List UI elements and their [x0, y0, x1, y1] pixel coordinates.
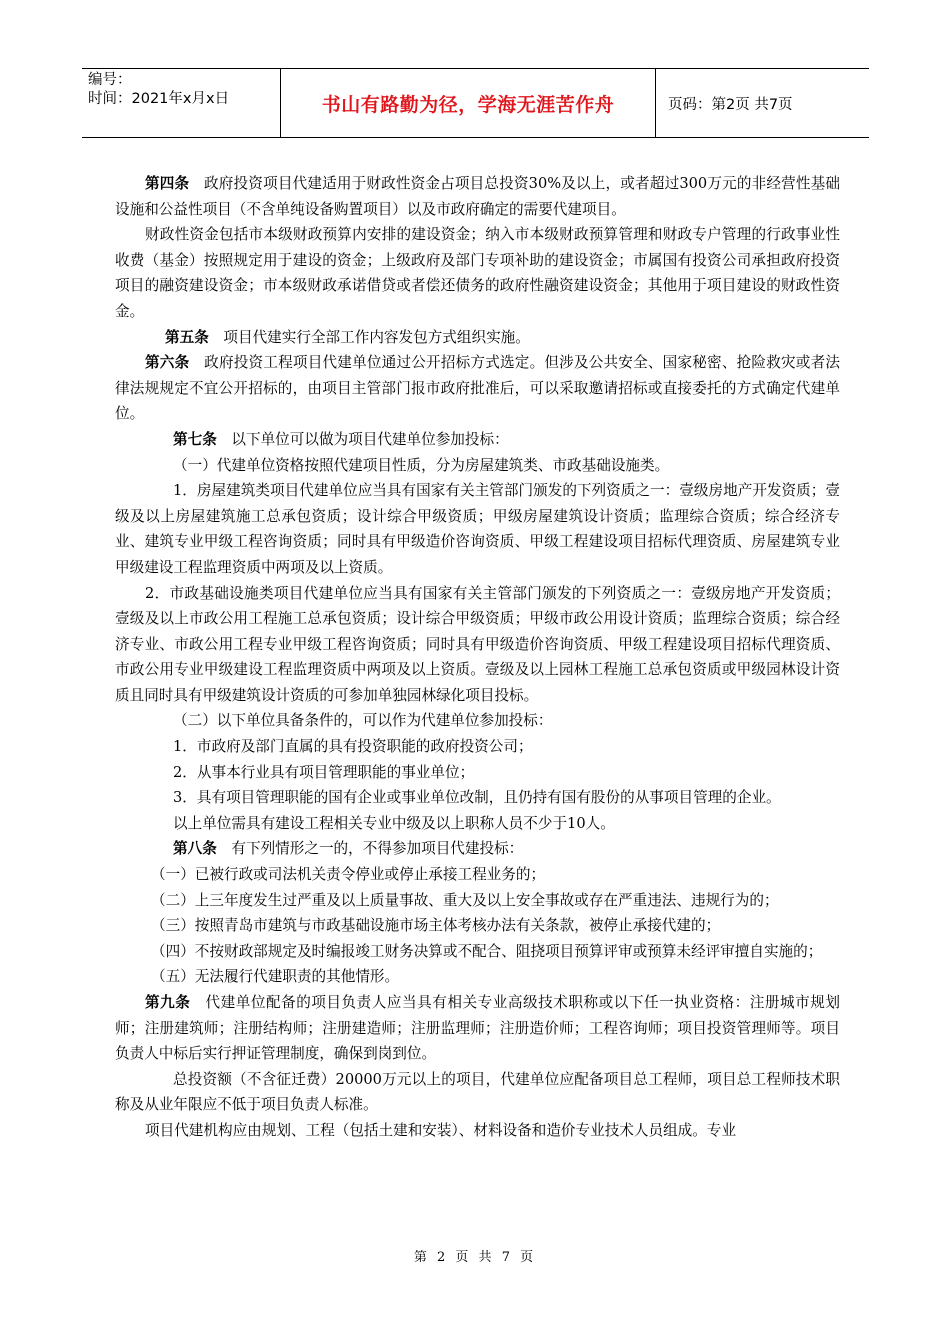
paragraph — [115, 888, 840, 914]
header-page-code: 页码：第2页 共7页 — [668, 96, 793, 113]
article-number: 第四条 — [145, 175, 190, 192]
paragraph-text: 2．从事本行业具有项目管理职能的事业单位； — [173, 763, 475, 781]
paragraph-text: 项目代建实行全部工作内容发包方式组织实施。 — [208, 328, 530, 346]
paragraph-text: 1．房屋建筑类项目代建单位应当具有国家有关主管部门颁发的下列资质之一：壹级房地产开发资质；壹级及以上房屋建筑施工总承包资质；设计综合甲级资质；甲级房屋建筑设计资质；监理综合资质；综合经济专业、建筑专业甲级工程咨询资质；同时具有甲级造价咨询资质、甲级工程建设项目招标代理资质、房屋建筑专业甲级建设工程监理资质中两项及以上资质。 — [115, 482, 840, 576]
article-number: 第八条 — [173, 840, 217, 858]
paragraph-text: 政府投资工程项目代建单位通过公开招标方式选定。但涉及公共安全、国家秘密、抢险救灾或者法律法规规定不宜公开招标的，由项目主管部门报市政府批准后，可以采取邀请招标或直接委托的方式确定代建单位。 — [115, 354, 840, 423]
paragraph — [115, 760, 840, 786]
page-header — [82, 68, 869, 138]
paragraph — [115, 581, 840, 709]
paragraph-text: 有下列情形之一的，不得参加项目代建投标： — [216, 840, 524, 858]
header-motto: 书山有路勤为径，学海无涯苦作舟 — [281, 69, 656, 137]
document-body — [115, 171, 840, 1144]
paragraph-text: 总投资额（不含征迁费）20000万元以上的项目，代建单位应配备项目总工程师，项目总工程师技术职称及从业年限应不低于项目负责人标准。 — [115, 1070, 840, 1114]
paragraph-text: （一）已被行政或司法机关责令停业或停止承接工程业务的； — [151, 866, 546, 884]
paragraph-text: （二）上三年度发生过严重及以上质量事故、重大及以上安全事故或存在严重违法、违规行为的； — [151, 891, 779, 909]
paragraph-text: （三）按照青岛市建筑与市政基础设施市场主体考核办法有关条款，被停止承接代建的； — [151, 917, 721, 935]
paragraph — [115, 453, 840, 479]
paragraph-article-8 — [115, 836, 840, 862]
paragraph — [115, 478, 840, 580]
paragraph-text: （五）无法履行代建职责的其他情形。 — [151, 968, 400, 986]
paragraph — [115, 708, 840, 734]
paragraph-text: 2．市政基础设施类项目代建单位应当具有国家有关主管部门颁发的下列资质之一：壹级房地产开发资质；壹级及以上市政公用工程施工总承包资质；设计综合甲级资质；甲级市政公用设计资质；监理综合资质；综合经济专业、市政公用工程专业甲级工程咨询资质；同时具有甲级造价咨询资质、甲级工程建设项目招标代理资质、市政公用专业甲级建设工程监理资质中两项及以上资质。壹级及以上园林工程施工总承包资质或甲级园林设计资质且同时具有甲级建筑设计资质的可参加单独园林绿化项目投标。 — [115, 584, 840, 704]
paragraph-text: （二）以下单位具备条件的，可以作为代建单位参加投标： — [173, 712, 553, 730]
paragraph — [115, 1067, 840, 1118]
article-number: 第九条 — [145, 994, 191, 1011]
document-number-label: 编号： — [88, 72, 132, 88]
paragraph-text: （一）代建单位资格按照代建项目性质，分为房屋建筑类、市政基础设施类。 — [173, 456, 670, 474]
document-time-label: 时间：2021年x月x日 — [88, 91, 230, 107]
paragraph-text: 1．市政府及部门直属的具有投资职能的政府投资公司； — [173, 738, 533, 756]
paragraph-text: 代建单位配备的项目负责人应当具有相关专业高级技术职称或以下任一执业资格：注册城市规划师；注册建筑师；注册结构师；注册建造师；注册监理师；注册造价师；工程咨询师；项目投资管理师等。项目负责人中标后实行押证管理制度，确保到岗到位。 — [115, 994, 840, 1063]
paragraph — [115, 222, 840, 324]
paragraph-article-5 — [115, 325, 840, 351]
paragraph — [115, 811, 840, 837]
article-number: 第六条 — [145, 354, 190, 372]
paragraph-article-4 — [115, 171, 840, 222]
paragraph — [115, 734, 840, 760]
paragraph-text: 3．具有项目管理职能的国有企业或事业单位改制，且仍持有国有股份的从事项目管理的企业。 — [173, 789, 781, 807]
paragraph — [115, 862, 840, 888]
paragraph-text: （四）不按财政部规定及时编报竣工财务决算或不配合、阻挠项目预算评审或预算未经评审擅自实施的； — [151, 942, 823, 960]
article-number: 第七条 — [173, 430, 217, 448]
paragraph-text: 项目代建机构应由规划、工程（包括土建和安装）、材料设备和造价专业技术人员组成。专业 — [145, 1121, 737, 1139]
paragraph-article-9 — [115, 990, 840, 1067]
paragraph-text: 以上单位需具有建设工程相关专业中级及以上职称人员不少于10人。 — [173, 814, 615, 832]
paragraph — [115, 913, 840, 939]
paragraph — [115, 964, 840, 990]
paragraph-text: 以下单位可以做为项目代建单位参加投标： — [216, 430, 509, 448]
paragraph-text: 财政性资金包括市本级财政预算内安排的建设资金；纳入市本级财政预算管理和财政专户管理的行政事业性收费（基金）按照规定用于建设的资金；上级政府及部门专项补助的建设资金；市属国有投资公司承担政府投资项目的融资建设资金；市本级财政承诺借贷或者偿还债务的政府性融资建设资金；其他用于项目建设的财政性资金。 — [115, 226, 840, 320]
paragraph — [115, 939, 840, 965]
paragraph-text: 政府投资项目代建适用于财政性资金占项目总投资30%及以上，或者超过300万元的非经营性基础设施和公益性项目（不含单纯设备购置项目）以及市政府确定的需要代建项目。 — [115, 175, 840, 218]
paragraph-article-7 — [115, 427, 840, 453]
paragraph — [115, 785, 840, 811]
paragraph-article-6 — [115, 350, 840, 427]
page-footer: 第 2 页 共 7 页 — [413, 1250, 537, 1265]
header-meta — [82, 69, 281, 137]
paragraph — [115, 1118, 840, 1144]
article-number: 第五条 — [165, 328, 209, 346]
